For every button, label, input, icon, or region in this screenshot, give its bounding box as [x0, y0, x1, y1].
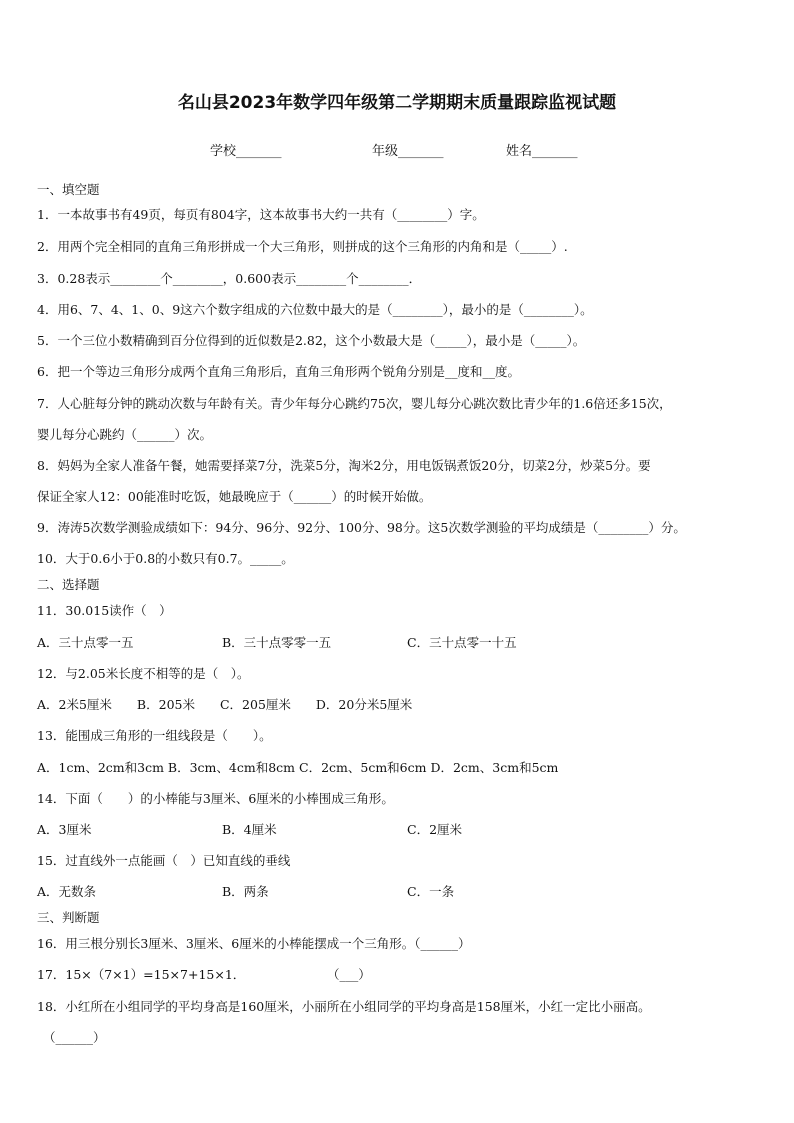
question-5: 5．一个三位小数精确到百分位得到的近似数是2.82，这个小数最大是（_____），最小是（_____）。 — [37, 333, 586, 348]
question-18-line-2: （______） — [43, 1030, 106, 1045]
question-14-option-c: C．2厘米 — [407, 822, 463, 837]
question-17-blank: （___） — [327, 967, 371, 982]
grade-field: 年级_______ — [372, 144, 444, 159]
question-11-option-a: A．三十点零一五 — [37, 635, 134, 650]
question-7-line-1: 7．人心脏每分钟的跳动次数与年龄有关。青少年每分心跳约75次，婴儿每分心跳次数比青少年的1.6倍还多15次， — [37, 396, 672, 411]
question-13-options: A．1cm、2cm和3cm B．3cm、4cm和8cm C．2cm、5cm和6cm D．2cm、3cm和5cm — [37, 760, 559, 775]
question-17: 17．15×（7×1）=15×7+15×1． — [37, 967, 246, 982]
name-field: 姓名_______ — [506, 144, 578, 159]
question-2: 2．用两个完全相同的直角三角形拼成一个大三角形，则拼成的这个三角形的内角和是（_____）. — [37, 239, 568, 254]
question-18-line-1: 18．小红所在小组同学的平均身高是160厘米，小丽所在小组同学的平均身高是158厘米，小红一定比小丽高。 — [37, 999, 651, 1014]
question-11: 11．30.015读作（ ） — [37, 603, 172, 618]
question-14: 14．下面（ ）的小棒能与3厘米、6厘米的小棒围成三角形。 — [37, 791, 394, 806]
section-fill-blank-heading: 一、填空题 — [37, 182, 100, 197]
question-14-option-a: A．3厘米 — [37, 822, 92, 837]
question-13: 13．能围成三角形的一组线段是（ ）。 — [37, 728, 272, 743]
question-3: 3．0.28表示________个________，0.600表示________个________． — [37, 271, 422, 286]
question-11-option-b: B．三十点零零一五 — [222, 635, 332, 650]
question-1: 1．一本故事书有49页，每页有804字，这本故事书大约一共有（________）字。 — [37, 207, 485, 222]
page-title: 名山县2023年数学四年级第二学期期末质量跟踪监视试题 — [177, 93, 617, 113]
question-16: 16．用三根分别长3厘米、3厘米、6厘米的小棒能摆成一个三角形。（______） — [37, 936, 471, 951]
question-14-option-b: B．4厘米 — [222, 822, 277, 837]
question-11-option-c: C．三十点零一十五 — [407, 635, 517, 650]
question-4: 4．用6、7、4、1、0、9这六个数字组成的六位数中最大的是（________），最小的是（________）。 — [37, 302, 593, 317]
question-12: 12．与2.05米长度不相等的是（ ）。 — [37, 666, 250, 681]
school-field: 学校_______ — [210, 144, 282, 159]
question-15-option-a: A．无数条 — [37, 884, 97, 899]
section-judgement-heading: 三、判断题 — [37, 910, 100, 925]
section-choice-heading: 二、选择题 — [37, 577, 100, 592]
question-6: 6．把一个等边三角形分成两个直角三角形后，直角三角形两个锐角分别是__度和__度。 — [37, 364, 520, 379]
question-10: 10．大于0.6小于0.8的小数只有0.7。_____。 — [37, 551, 294, 566]
question-9: 9．涛涛5次数学测验成绩如下：94分、96分、92分、100分、98分。这5次数学测验的平均成绩是（________）分。 — [37, 520, 686, 535]
question-12-options: A．2米5厘米 B．205米 C．205厘米 D．20分米5厘米 — [37, 697, 413, 712]
question-15: 15．过直线外一点能画（ ）已知直线的垂线 — [37, 853, 291, 868]
question-15-option-c: C．一条 — [407, 884, 455, 899]
question-7-line-2: 婴儿每分心跳约（______）次。 — [37, 427, 213, 442]
question-15-option-b: B．两条 — [222, 884, 269, 899]
question-8-line-2: 保证全家人12：00能准时吃饭，她最晚应于（______）的时候开始做。 — [37, 489, 432, 504]
question-8-line-1: 8．妈妈为全家人准备午餐，她需要择菜7分，洗菜5分，淘米2分，用电饭锅煮饭20分，切菜2分，炒菜5分。要 — [37, 458, 651, 473]
